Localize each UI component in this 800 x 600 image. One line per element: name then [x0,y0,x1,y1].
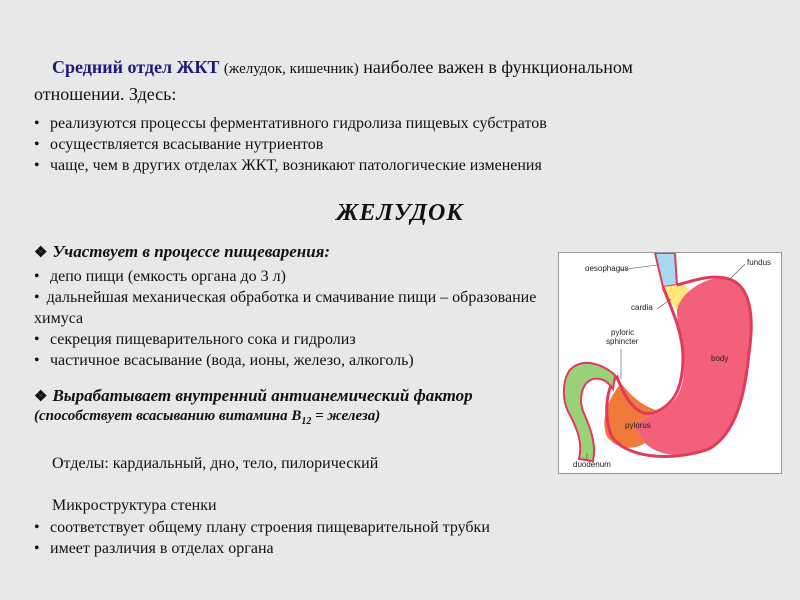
digestion-title-row [34,242,330,262]
intro-paren: (желудок, кишечник) [223,61,359,77]
digestion-bullet-1: • депо пищи (емкость органа до 3 л) [34,266,554,287]
stomach-heading: ЖЕЛУДОК [336,200,464,226]
factor-note [34,408,380,427]
intro-bullet-3: • чаще, чем в других отделах ЖКТ, возникают патологические изменения [34,155,547,176]
label-fundus: fundus [747,258,772,267]
intro-rest: наиболее важен в функциональном отношении. Здесь: [34,57,633,104]
intro-bullet-2: • осуществляется всасывание нутриентов [34,134,547,155]
digestion-bullet-2: • дальнейшая механическая обработка и смачивание пищи – образование химуса [34,287,554,329]
microstructure-title: Микроструктура стенки [52,497,217,514]
label-duodenum: duodenum [573,460,611,469]
factor-title-row [34,386,473,406]
digestion-title: Участвует в процессе пищеварения: [52,242,331,261]
label-body: body [711,354,729,363]
label-oesophagus: oesophagus [585,264,629,273]
intro-lead: Средний отдел ЖКТ [52,57,220,77]
digestion-bullet-list [34,266,554,371]
stomach-illustration [559,253,781,473]
fundus-pointer [729,264,745,280]
stomach-sections: Отделы: кардиальный, дно, тело, пилорический [52,455,379,472]
microstructure-bullet-list [34,517,490,559]
diamond-bullet-icon: ❖ [34,245,48,261]
intro-bullet-1: • реализуются процессы ферментативного гидролиза пищевых субстратов [34,113,547,134]
microstructure-bullet-1: • соответствует общему плану строения пищеварительной трубки [34,517,490,538]
stomach-diagram [558,252,782,474]
label-pyloric-1: pyloric [611,328,635,337]
factor-title: Вырабатывает внутренний антианемический фактор [52,386,473,405]
microstructure-bullet-2: • имеет различия в отделах органа [34,538,490,559]
factor-note-sub: 12 [301,416,312,427]
intro-paragraph [34,55,634,107]
label-pylorus: pylorus [625,421,651,430]
factor-note-post: = железа) [311,408,381,424]
intro-bullet-list [34,113,547,176]
digestion-bullet-3: • секреция пищеварительного сока и гидролиз [34,329,554,350]
label-cardia: cardia [631,303,653,312]
label-pyloric-2: sphincter [606,337,639,346]
factor-note-pre: (способствует всасыванию витамина В [34,408,302,424]
oesophagus-shape [655,253,677,287]
diamond-bullet-icon: ❖ [34,389,48,405]
digestion-bullet-4: • частичное всасывание (вода, ионы, железо, алкоголь) [34,350,554,371]
